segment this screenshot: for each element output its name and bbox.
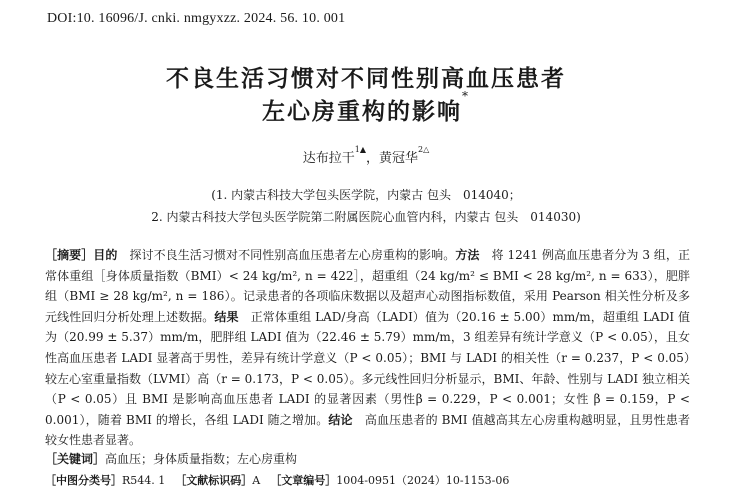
doc-code-label: ［文献标识码］ — [175, 474, 253, 487]
abstract-block — [45, 245, 690, 451]
classification-line — [45, 472, 509, 488]
article-title-line-2 — [0, 89, 732, 126]
clc-label: ［中图分类号］ — [45, 474, 122, 487]
doc-code-value: A — [252, 474, 261, 487]
affiliation-1: (1. 内蒙古科技大学包头医学院，内蒙古 包头 014040； — [211, 188, 521, 202]
author-name: 达布拉干 — [302, 151, 355, 166]
keywords-line — [45, 450, 297, 467]
conclusion-label: 结论 — [328, 412, 353, 427]
abstract-label: ［摘要］目的 — [45, 248, 118, 262]
keywords-value: 高血压；身体质量指数；左心房重构 — [105, 452, 298, 466]
article-number-value: 1004-0951（2024）10-1153-06 — [336, 474, 510, 487]
affiliation-2: 2. 内蒙古科技大学包头医学院第二附属医院心血管内科，内蒙古 包头 014030) — [151, 210, 581, 224]
title-text-1: 不良生活习惯对不同性别高血压患者 — [166, 65, 566, 92]
abstract-conclusion: 高血压患者的 BMI 值越高其左心房重构越明显，且男性患者较女性患者显著。 — [45, 412, 690, 448]
title-footnote-mark: * — [462, 89, 470, 103]
author-affil-mark: 2△ — [418, 145, 430, 154]
abstract-methods: 将 1241 例高血压患者分为 3 组，正常体重组［身体质量指数（BMI）< 24 kg/m², n = 422］，超重组（24 kg/m² ≤ BMI < 28 kg/m², n = 633），肥胖组（BMI ≥ 28 kg/m², n = 186）。记录患者的各项临床数据以及超声心动图指标数值，采用 Pearson 相关性分析及多元线性回归分析处理上述数据。 — [45, 248, 690, 324]
abstract-results: 正常体重组 LAD/身高（LADI）值为（20.16 ± 5.00）mm/m，超重组 LADI 值为（20.99 ± 5.37）mm/m，肥胖组 LADI 值为（22.46 ± 5.79）mm/m，3 组差异有统计学意义（P < 0.05），且女性高血压患者 LADI 显著高于男性，差异有统计学意义（P < 0.05）；BMI 与 LADI 的相关性（r = 0.237，P < 0.05）较左心室重量指数（LVMI）高（r = 0.173，P < 0.05）。多元线性回归分析显示，BMI、年龄、性别与 LADI 独立相关（P < 0.05）且 BMI 是影响高血压患者 LADI 的显著因素（男性β = 0.229，P < 0.001；女性 β = 0.159，P < 0.001），随着 BMI 的增长，各组 LADI 随之增加。 — [45, 309, 690, 427]
author-separator: ， — [365, 151, 379, 166]
title-text-2: 左心房重构的影响 — [262, 98, 462, 125]
author-affil-mark: 1▲ — [354, 145, 366, 154]
author-name: 黄冠华 — [379, 151, 419, 166]
results-label: 结果 — [214, 309, 239, 324]
article-number-label: ［文章编号］ — [270, 474, 337, 487]
keywords-label: ［关键词］ — [45, 452, 106, 466]
doi-line: DOI:10. 16096/J. cnki. nmgyxzz. 2024. 56. 10. 001 — [47, 11, 346, 26]
article-title-line-1 — [0, 60, 732, 93]
methods-label: 方法 — [455, 248, 480, 262]
author-list — [0, 147, 732, 166]
abstract-objective: 探讨不良生活习惯对不同性别高血压患者左心房重构的影响。 — [117, 248, 456, 262]
clc-value: R544. 1 — [122, 474, 166, 487]
